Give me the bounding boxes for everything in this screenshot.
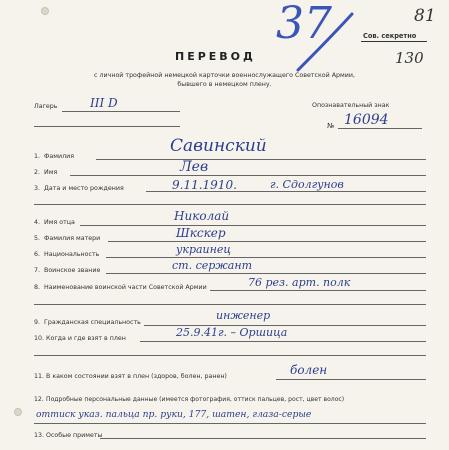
id-tag-label: Опознавательный знак [312,102,390,109]
field-value-captured: 25.9.41г. – Оршица [176,326,288,339]
field-extra-line [34,304,426,305]
field-label-first-name: Имя [44,169,58,176]
subtitle-line-1: с личной трофейной немецкой карточки военнослужащего Советской Армии, [94,72,355,79]
id-tag-prefix: № [327,122,335,130]
field-value-personal-data: оттиск указ. пальца пр. руки, 177, шатен, глаза-серые [36,409,312,420]
field-underline [70,175,426,176]
field-underline [108,241,426,242]
field-value-profession: инженер [216,309,271,322]
field-num: 6. [34,251,41,258]
side-number: 130 [395,49,424,67]
field-label-condition: В каком состоянии взят в плен (здоров, болен, ранен) [46,373,227,380]
field-num: 11. [34,373,45,380]
field-value-birth-date: 9.11.1910. [172,178,237,192]
camp-underline [62,111,180,112]
field-label-surname: Фамилия [44,153,75,160]
field-underline [100,438,426,439]
field-num: 4. [34,219,41,226]
field-underline [276,379,426,380]
field-label-birth: Дата и место рождения [44,185,124,192]
big-handwritten-number: 37 [276,0,332,49]
punch-hole [14,408,22,416]
field-num: 2. [34,169,41,176]
field-num: 12. [34,396,44,403]
field-underline [106,257,426,258]
field-underline [34,423,426,424]
field-underline [140,341,426,342]
field-label-profession: Гражданская специальность [44,319,141,326]
field-label-personal-data: Подробные персональные данные (имеется фотография, оттиск пальцев, рост, цвет волос) [46,396,345,403]
field-underline [96,159,426,160]
id-tag-underline [338,128,422,129]
field-num: 3. [34,185,41,192]
pen-slash-stroke [290,8,360,78]
field-label-father: Имя отца [44,219,75,226]
field-label-features: Особые приметы [46,432,103,439]
field-num: 1. [34,153,41,160]
field-underline [146,191,426,192]
field-value-birth-place: г. Сдолгунов [270,178,344,191]
field-value-father: Николай [174,209,230,223]
field-num: 5. [34,235,41,242]
field-underline [210,290,426,291]
field-extra-line [34,204,426,205]
field-num: 7. [34,267,41,274]
corner-number: 81 [414,6,436,26]
document-title: ПЕРЕВОД [175,50,256,63]
field-num: 9. [34,319,41,326]
camp-extra-line [34,126,180,127]
field-underline [80,225,426,226]
field-value-surname: Савинский [170,136,267,156]
field-label-unit: Наименование воинской части Советской Армии [44,284,207,291]
field-value-first-name: Лев [180,159,209,175]
field-value-condition: болен [290,363,328,377]
field-label-rank: Воинское звание [44,267,101,274]
field-label-nationality: Национальность [44,251,100,258]
field-value-unit: 76 рез. арт. полк [248,276,351,289]
field-num: 13. [34,432,45,439]
punch-hole [41,7,49,15]
secrecy-underline [361,41,427,42]
field-value-mother: Шкскер [176,226,226,240]
field-value-nationality: украинец [176,243,232,256]
subtitle-line-2: бывшего в немецком плену. [177,81,272,88]
field-extra-line [34,355,426,356]
field-label-captured: Когда и где взят в плен [46,335,126,342]
camp-value: III D [90,96,118,110]
field-num: 8. [34,284,41,291]
id-tag-value: 16094 [344,112,389,128]
secrecy-label: Сов. секретно [363,32,417,40]
camp-label: Лагерь [34,103,58,110]
field-underline [106,273,426,274]
field-value-rank: ст. сержант [172,259,253,272]
field-num: 10. [34,335,45,342]
field-label-mother: Фамилия матери [44,235,101,242]
